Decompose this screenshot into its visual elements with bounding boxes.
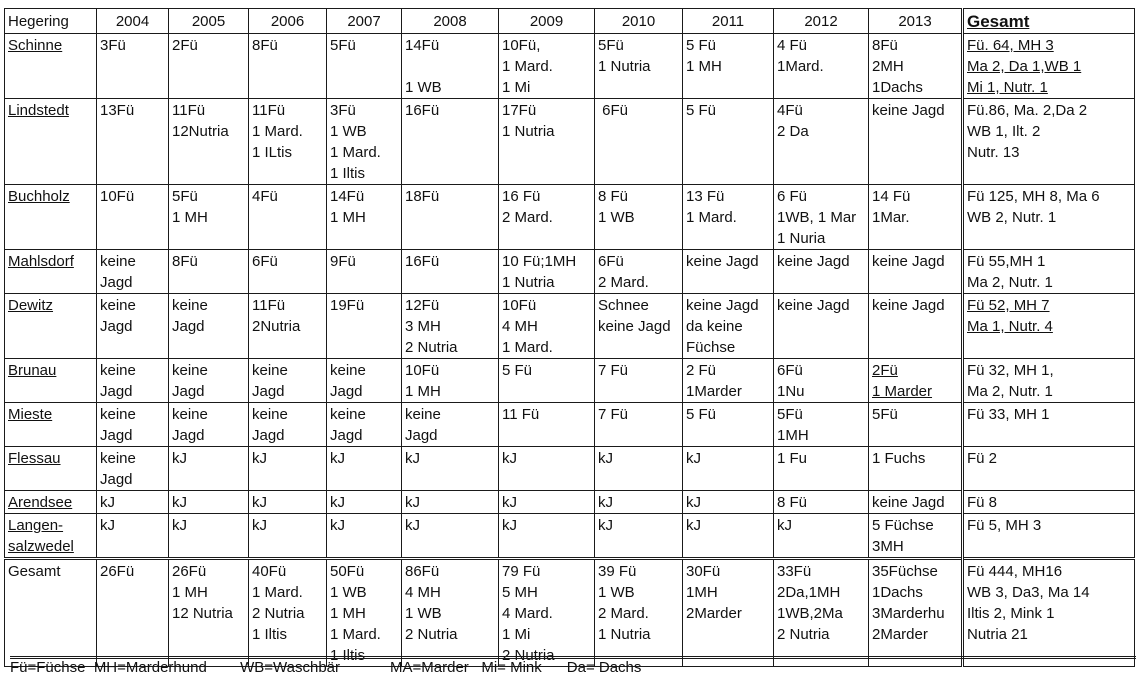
year-cell: 16Fü [402,99,499,185]
hegering-name: Arendsee [5,491,97,514]
year-cell: keine Jagd [869,294,963,359]
row-total-cell: Fü 33, MH 1 [963,403,1135,447]
gesamt-row [5,559,1135,667]
table-row [5,359,1135,403]
table-row [5,294,1135,359]
year-cell: keine Jagd [97,403,169,447]
year-cell: 5 Fü 1 MH [683,34,774,99]
year-cell: 8Fü 2MH 1Dachs [869,34,963,99]
header-year: 2010 [595,9,683,34]
year-cell: 8Fü [249,34,327,99]
year-cell: 17Fü 1 Nutria [499,99,595,185]
year-cell: 14Fü 1 MH [327,185,402,250]
year-cell: keine Jagd [97,250,169,294]
year-cell: 5Fü [869,403,963,447]
table-row [5,34,1135,99]
hegering-name: Schinne [5,34,97,99]
row-total-cell: Fü.86, Ma. 2,Da 2 WB 1, Ilt. 2 Nutr. 13 [963,99,1135,185]
year-cell: kJ [595,491,683,514]
legend-fu: Fü=Füchse [10,659,86,676]
year-cell: 12Fü 3 MH 2 Nutria [402,294,499,359]
header-year: 2008 [402,9,499,34]
row-total-cell: Fü 5, MH 3 [963,514,1135,559]
year-cell: kJ [683,447,774,491]
table-row [5,491,1135,514]
gesamt-year-cell: 50Fü 1 WB 1 MH 1 Mard. 1 Iltis [327,559,402,667]
year-cell: kJ [169,447,249,491]
year-cell: kJ [327,514,402,559]
year-cell: keine Jagd [97,447,169,491]
year-cell: 5 Füchse 3MH [869,514,963,559]
year-cell: 10 Fü;1MH 1 Nutria [499,250,595,294]
year-cell: 18Fü [402,185,499,250]
year-cell: keine Jagd [169,359,249,403]
year-cell: kJ [97,491,169,514]
row-total-cell: Fü 55,MH 1 Ma 2, Nutr. 1 [963,250,1135,294]
year-cell: 7 Fü [595,403,683,447]
year-cell: keine Jagd [869,99,963,185]
year-cell: kJ [683,514,774,559]
legend-wb: WB=Waschbär [240,659,341,676]
year-cell: keine Jagd [774,294,869,359]
year-cell: 6 Fü 1WB, 1 Mar 1 Nuria [774,185,869,250]
year-cell: 3Fü 1 WB 1 Mard. 1 Iltis [327,99,402,185]
year-cell: 4 Fü 1Mard. [774,34,869,99]
header-year: 2005 [169,9,249,34]
year-cell: kJ [774,514,869,559]
year-cell: 6Fü 1Nu [774,359,869,403]
header-year: 2012 [774,9,869,34]
year-cell: 8Fü [169,250,249,294]
row-total-cell: Fü 52, MH 7 Ma 1, Nutr. 4 [963,294,1135,359]
year-cell: keine Jagd [97,294,169,359]
legend-mi: Mi= Mink [481,659,542,676]
table-row [5,403,1135,447]
year-cell: 2 Fü 1Marder [683,359,774,403]
year-cell: 5 Fü [683,99,774,185]
year-cell: kJ [249,514,327,559]
hegering-name: Lindstedt [5,99,97,185]
legend [10,656,1136,677]
table-row [5,185,1135,250]
grand-total-cell: Fü 444, MH16 WB 3, Da3, Ma 14 Iltis 2, Mink 1 Nutria 21 [963,559,1135,667]
year-cell: 3Fü [97,34,169,99]
row-total-cell: Fü 8 [963,491,1135,514]
year-cell: 9Fü [327,250,402,294]
year-cell: 10Fü [97,185,169,250]
year-cell: 5Fü 1 Nutria [595,34,683,99]
year-cell: keine Jagd [97,359,169,403]
year-cell: keine Jagd [402,403,499,447]
gesamt-year-cell: 26Fü [97,559,169,667]
row-total-cell: Fü. 64, MH 3 Ma 2, Da 1,WB 1 Mi 1, Nutr. 1 [963,34,1135,99]
year-cell: kJ [402,491,499,514]
hegering-name: Mahlsdorf [5,250,97,294]
year-cell: 16 Fü 2 Mard. [499,185,595,250]
gesamt-year-cell: 86Fü 4 MH 1 WB 2 Nutria [402,559,499,667]
year-cell: kJ [327,447,402,491]
year-cell: keine Jagd [249,359,327,403]
legend-mh: MH=Marderhund [93,659,207,676]
table-row [5,447,1135,491]
header-year: 2011 [683,9,774,34]
row-total-cell: Fü 2 [963,447,1135,491]
year-cell: kJ [595,447,683,491]
gesamt-year-cell: 26Fü 1 MH 12 Nutria [169,559,249,667]
year-cell: Schnee keine Jagd [595,294,683,359]
legend-ma: MA=Marder [390,659,469,676]
table-body [5,34,1135,667]
year-cell: keine Jagd [327,359,402,403]
year-cell: kJ [327,491,402,514]
year-cell: 4Fü 2 Da [774,99,869,185]
year-cell: 19Fü [327,294,402,359]
table-row [5,99,1135,185]
year-cell: keine Jagd [249,403,327,447]
hegering-name: Flessau [5,447,97,491]
year-cell: keine Jagd [774,250,869,294]
year-cell: keine Jagd [327,403,402,447]
year-cell: 13Fü [97,99,169,185]
header-row [5,9,1135,34]
year-cell: kJ [499,514,595,559]
header-hegering: Hegering [5,9,97,34]
table-row [5,250,1135,294]
gesamt-year-cell: 33Fü 2Da,1MH 1WB,2Ma 2 Nutria [774,559,869,667]
header-gesamt: Gesamt [963,9,1135,34]
year-cell: 5Fü [327,34,402,99]
gesamt-year-cell: 39 Fü 1 WB 2 Mard. 1 Nutria [595,559,683,667]
year-cell: 11Fü 1 Mard. 1 ILtis [249,99,327,185]
hegering-name: Langen- salzwedel [5,514,97,559]
year-cell: keine Jagd [169,294,249,359]
year-cell: 5Fü 1MH [774,403,869,447]
year-cell: kJ [683,491,774,514]
header-year: 2004 [97,9,169,34]
year-cell: kJ [595,514,683,559]
year-cell: kJ [402,447,499,491]
year-cell: 11 Fü [499,403,595,447]
legend-da: Da= Dachs [566,659,642,676]
year-cell: 16Fü [402,250,499,294]
year-cell: keine Jagd [869,250,963,294]
year-cell: 2Fü [169,34,249,99]
year-cell: 6Fü 2 Mard. [595,250,683,294]
year-cell: 1 Fuchs [869,447,963,491]
year-cell: 5Fü 1 MH [169,185,249,250]
row-total-cell: Fü 32, MH 1, Ma 2, Nutr. 1 [963,359,1135,403]
header-year: 2006 [249,9,327,34]
year-cell: keine Jagd [869,491,963,514]
year-cell: kJ [499,491,595,514]
year-cell: 10Fü, 1 Mard. 1 Mi [499,34,595,99]
hegering-name: Dewitz [5,294,97,359]
header-year: 2013 [869,9,963,34]
year-cell: kJ [499,447,595,491]
year-cell: kJ [169,491,249,514]
gesamt-year-cell: 40Fü 1 Mard. 2 Nutria 1 Iltis [249,559,327,667]
year-cell: kJ [402,514,499,559]
year-cell: 8 Fü 1 WB [595,185,683,250]
year-cell: 7 Fü [595,359,683,403]
year-cell: 11Fü 12Nutria [169,99,249,185]
year-cell: 14 Fü 1Mar. [869,185,963,250]
hegering-name: Buchholz [5,185,97,250]
table-row [5,514,1135,559]
year-cell: 1 Fu [774,447,869,491]
gesamt-label: Gesamt [5,559,97,667]
year-cell: 5 Fü [683,403,774,447]
year-cell: keine Jagd da keine Füchse [683,294,774,359]
year-cell: 8 Fü [774,491,869,514]
year-cell: 6Fü [595,99,683,185]
hunting-results-table [4,8,1135,667]
year-cell: 2Fü 1 Marder [869,359,963,403]
year-cell: 6Fü [249,250,327,294]
year-cell: 10Fü 1 MH [402,359,499,403]
hunting-table-container [4,8,1134,667]
hegering-name: Mieste [5,403,97,447]
year-cell: 11Fü 2Nutria [249,294,327,359]
year-cell: kJ [249,447,327,491]
year-cell: keine Jagd [683,250,774,294]
gesamt-year-cell: 79 Fü 5 MH 4 Mard. 1 Mi 2 Nutria [499,559,595,667]
row-total-cell: Fü 125, MH 8, Ma 6 WB 2, Nutr. 1 [963,185,1135,250]
year-cell: 10Fü 4 MH 1 Mard. [499,294,595,359]
gesamt-year-cell: 30Fü 1MH 2Marder [683,559,774,667]
year-cell: kJ [249,491,327,514]
gesamt-year-cell: 35Füchse 1Dachs 3Marderhu 2Marder [869,559,963,667]
hegering-name: Brunau [5,359,97,403]
header-year: 2009 [499,9,595,34]
year-cell: 14Fü 1 WB [402,34,499,99]
year-cell: 5 Fü [499,359,595,403]
year-cell: keine Jagd [169,403,249,447]
year-cell: kJ [97,514,169,559]
year-cell: 13 Fü 1 Mard. [683,185,774,250]
year-cell: 4Fü [249,185,327,250]
header-year: 2007 [327,9,402,34]
year-cell: kJ [169,514,249,559]
